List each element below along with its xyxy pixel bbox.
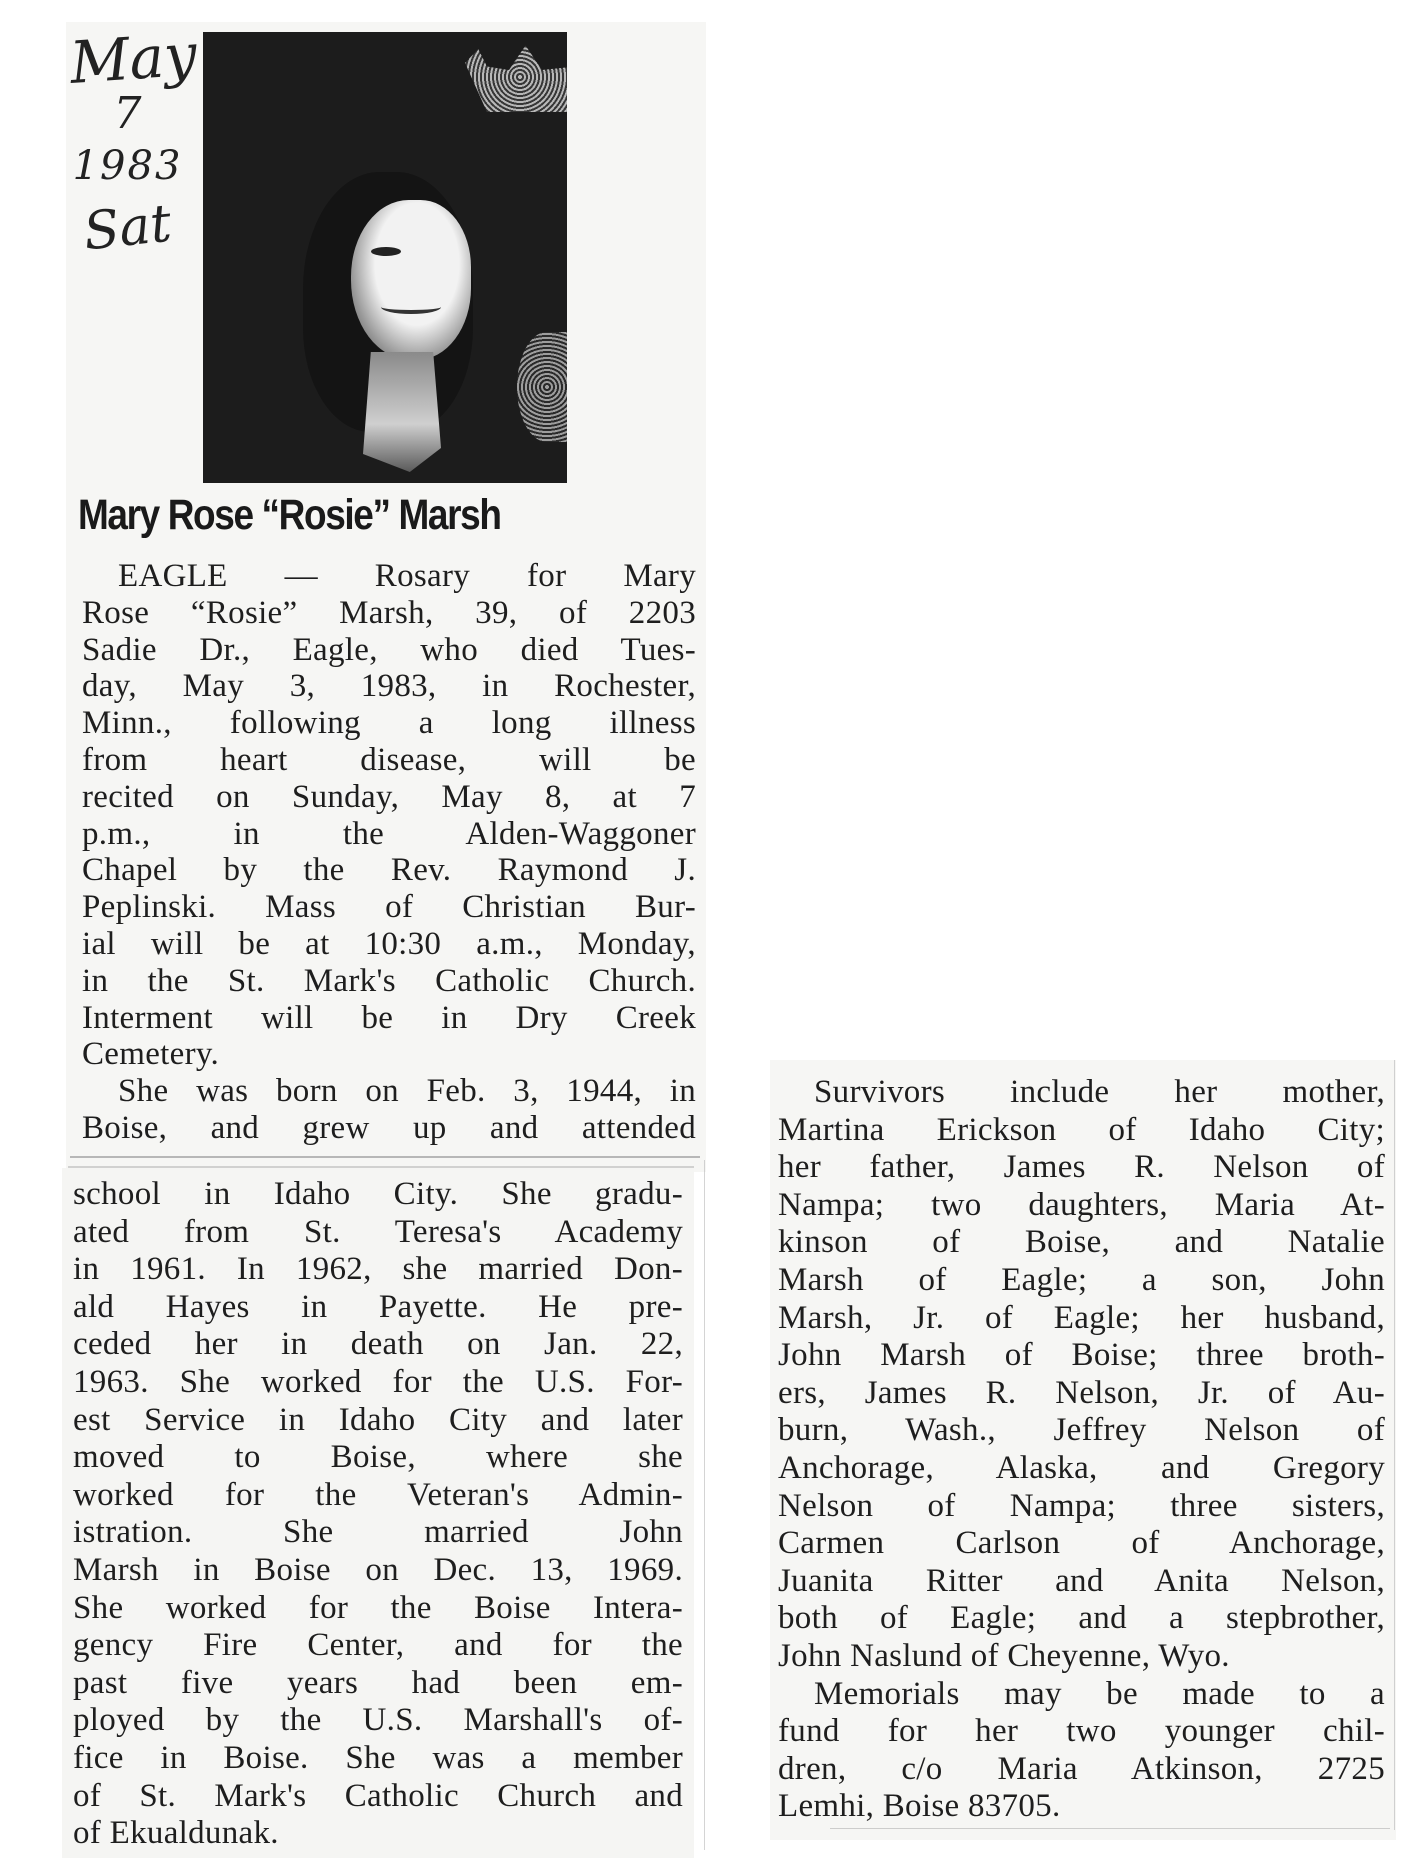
obituary-column-right — [778, 1074, 1385, 1826]
text-line: kinson of Boise, and Natalie — [778, 1224, 1385, 1261]
text-line: Interment will be in Dry Creek — [82, 999, 696, 1036]
text-line: Sadie Dr., Eagle, who died Tues- — [82, 631, 696, 668]
text-line: John Marsh of Boise; three broth- — [778, 1337, 1385, 1374]
text-line: Cemetery. — [82, 1036, 220, 1073]
obituary-column-top — [82, 558, 696, 1147]
photo-neck — [363, 352, 441, 472]
text-line: worked for the Veteran's Admin- — [73, 1476, 683, 1513]
text-line: ial will be at 10:30 a.m., Monday, — [82, 925, 696, 962]
text-line: fund for her two younger chil- — [778, 1713, 1385, 1750]
photo-shoulder — [517, 332, 567, 442]
text-line: Rose “Rosie” Marsh, 39, of 2203 — [82, 594, 696, 631]
handwritten-year: 1983 — [72, 143, 183, 189]
text-line: ald Hayes in Payette. He pre- — [73, 1288, 683, 1325]
portrait-photo-icon — [203, 32, 567, 483]
text-line: John Naslund of Cheyenne, Wyo. — [778, 1637, 1230, 1674]
text-line: EAGLE — Rosary for Mary — [118, 558, 696, 594]
text-line: both of Eagle; and a stepbrother, — [778, 1600, 1385, 1637]
clipping-cut-line — [68, 1166, 694, 1168]
text-line: Lemhi, Boise 83705. — [778, 1788, 1061, 1825]
text-line: istration. She married John — [73, 1514, 683, 1551]
text-line: Nelson of Nampa; three sisters, — [778, 1487, 1385, 1524]
text-line: day, May 3, 1983, in Rochester, — [82, 668, 696, 705]
text-line: in the St. Mark's Catholic Church. — [82, 962, 696, 999]
text-line: Marsh in Boise on Dec. 13, 1969. — [73, 1551, 683, 1588]
photo-mouth — [381, 300, 441, 314]
handwritten-date — [67, 20, 199, 263]
text-line: Memorials may be made to a — [814, 1675, 1385, 1712]
text-line: Anchorage, Alaska, and Gregory — [778, 1449, 1385, 1486]
text-line: burn, Wash., Jeffrey Nelson of — [778, 1412, 1385, 1449]
text-line: past five years had been em- — [73, 1664, 683, 1701]
text-line: Survivors include her mother, — [814, 1074, 1385, 1110]
text-line: She worked for the Boise Intera- — [73, 1589, 683, 1626]
photo-face — [351, 200, 471, 360]
text-line: Martina Erickson of Idaho City; — [778, 1111, 1385, 1148]
text-line: Nampa; two daughters, Maria At- — [778, 1186, 1385, 1223]
text-line: ceded her in death on Jan. 22, — [73, 1326, 683, 1363]
photo-eye — [371, 247, 401, 256]
text-line: dren, c/o Maria Atkinson, 2725 — [778, 1750, 1385, 1787]
handwritten-weekday: Sat — [80, 193, 175, 263]
text-line: of Ekualdunak. — [73, 1815, 279, 1852]
text-line: fice in Boise. She was a member — [73, 1739, 683, 1776]
text-line: Carmen Carlson of Anchorage, — [778, 1525, 1385, 1562]
clipping-edge-line — [704, 1160, 705, 1850]
text-line: Marsh of Eagle; a son, John — [778, 1261, 1385, 1298]
text-line: moved to Boise, where she — [73, 1439, 683, 1476]
handwritten-month: May — [67, 20, 199, 97]
text-line: from heart disease, will be — [82, 741, 696, 778]
clipping-cut-line — [70, 1156, 700, 1158]
text-line: in 1961. In 1962, she married Don- — [73, 1251, 683, 1288]
text-line: est Service in Idaho City and later — [73, 1401, 683, 1438]
text-line: Boise, and grew up and attended — [82, 1109, 696, 1146]
text-line: Juanita Ritter and Anita Nelson, — [778, 1562, 1385, 1599]
text-line: She was born on Feb. 3, 1944, in — [118, 1073, 696, 1110]
text-line: Minn., following a long illness — [82, 705, 696, 742]
text-line: Peplinski. Mass of Christian Bur- — [82, 889, 696, 926]
text-line: 1963. She worked for the U.S. For- — [73, 1363, 683, 1400]
text-line: Chapel by the Rev. Raymond J. — [82, 852, 696, 889]
text-line: school in Idaho City. She gradu- — [73, 1176, 683, 1212]
handwritten-day: 7 — [113, 88, 142, 139]
photo-background-highlight — [465, 42, 567, 112]
text-line: ployed by the U.S. Marshall's of- — [73, 1702, 683, 1739]
text-line: Marsh, Jr. of Eagle; her husband, — [778, 1299, 1385, 1336]
text-line: gency Fire Center, and for the — [73, 1627, 683, 1664]
text-line: recited on Sunday, May 8, at 7 — [82, 778, 696, 815]
text-line: ers, James R. Nelson, Jr. of Au- — [778, 1374, 1385, 1411]
text-line: ated from St. Teresa's Academy — [73, 1213, 683, 1250]
text-line: p.m., in the Alden-Waggoner — [82, 815, 696, 852]
text-line: of St. Mark's Catholic Church and — [73, 1777, 683, 1814]
text-line: her father, James R. Nelson of — [778, 1149, 1385, 1186]
clipping-bottom-edge — [830, 1828, 1390, 1829]
clipping-edge-line — [1394, 1060, 1395, 1830]
obituary-column-lower-left — [73, 1176, 683, 1853]
obituary-headline: Mary Rose “Rosie” Marsh — [78, 491, 501, 539]
